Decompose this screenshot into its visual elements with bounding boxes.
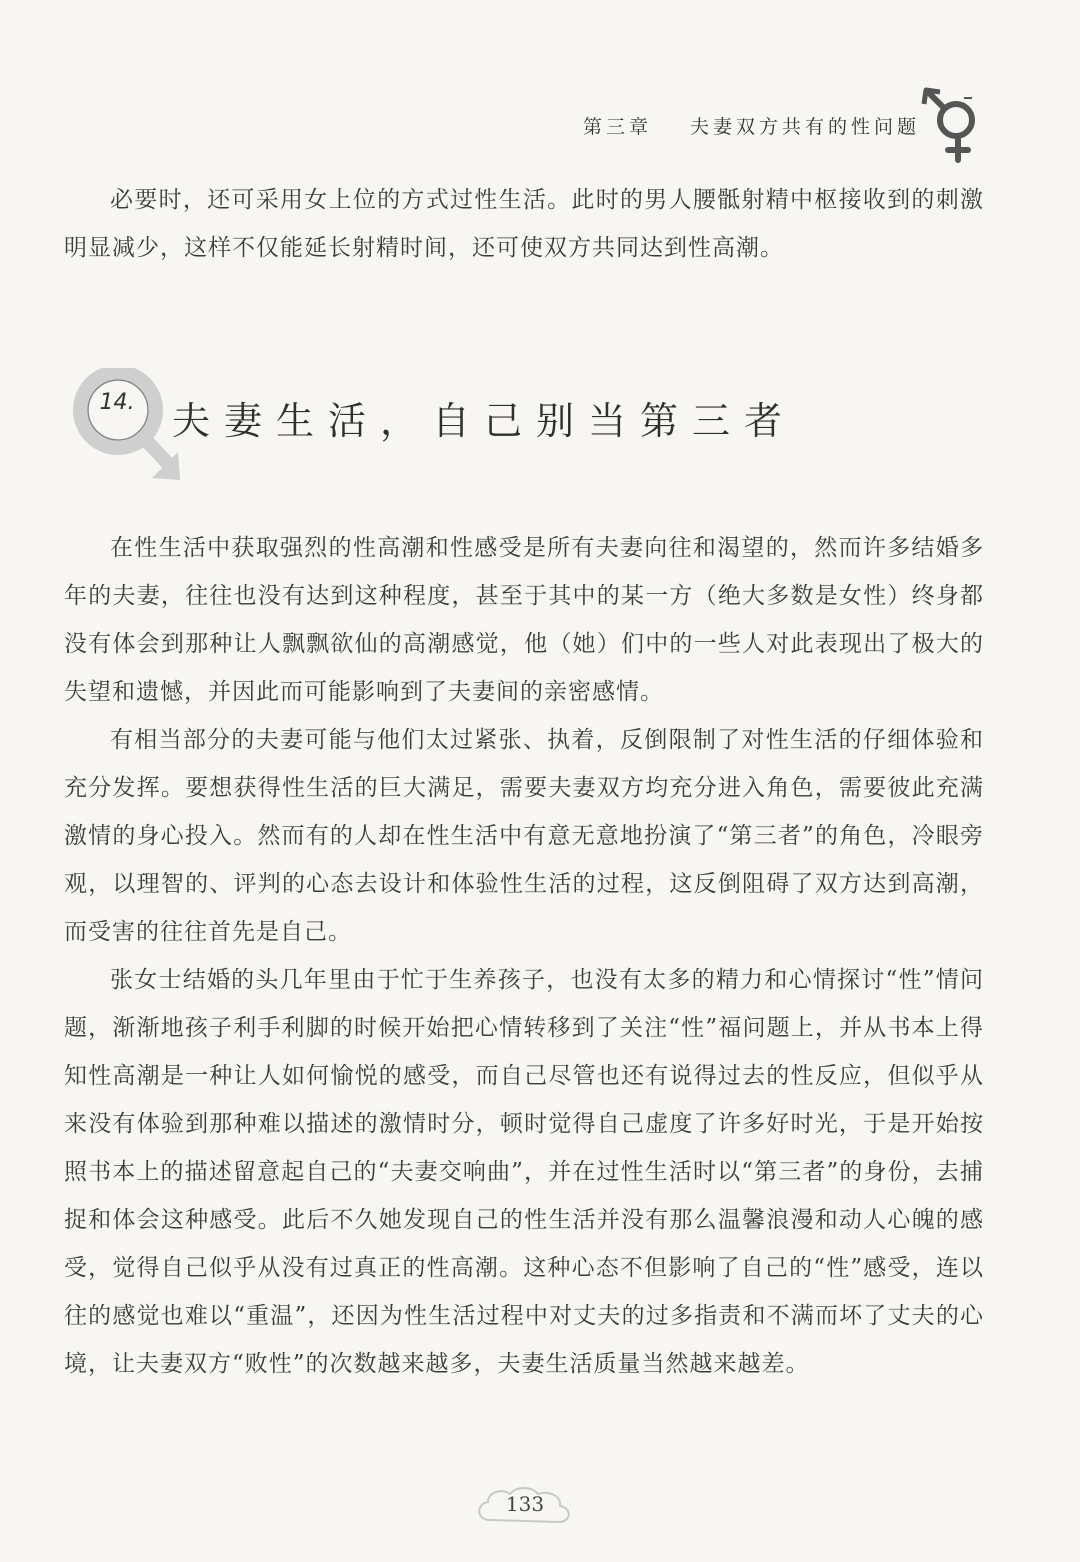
chapter-label: 第三章 (582, 116, 652, 138)
page-number: 133 (505, 1492, 545, 1516)
body-text (64, 524, 984, 1388)
intro-text (64, 176, 984, 272)
section-number: 14. (99, 390, 135, 415)
body-paragraph-1: 在性生活中获取强烈的性高潮和性感受是所有夫妻向往和渴望的，然而许多结婚多年的夫妻，往往也没有达到这种程度，甚至于其中的某一方（绝大多数是女性）终身都没有体会到那种让人飘飘欲仙的高潮感觉，他（她）们中的一些人对此表现出了极大的失望和遗憾，并因此而可能影响到了夫妻间的亲密感情。 (64, 535, 984, 705)
page-number-badge (470, 1482, 580, 1532)
body-paragraph-2: 有相当部分的夫妻可能与他们太过紧张、执着，反倒限制了对性生活的仔细体验和充分发挥。要想获得性生活的巨大满足，需要夫妻双方均充分进入角色，需要彼此充满激情的身心投入。然而有的人却在性生活中有意无意地扮演了“第三者”的角色，冷眼旁观，以理智的、评判的心态去设计和体验性生活的过程，这反倒阻碍了双方达到高潮，而受害的往往首先是自己。 (64, 727, 984, 945)
gender-symbol-icon (918, 86, 988, 166)
chapter-title: 夫妻双方共有的性问题 (689, 116, 920, 138)
section-heading (60, 368, 797, 498)
section-title: 夫妻生活，自己别当第三者 (172, 399, 797, 443)
intro-paragraph: 必要时，还可采用女上位的方式过性生活。此时的男人腰骶射精中枢接收到的刺激明显减少，这样不仅能延长射精时间，还可使双方共同达到性高潮。 (64, 187, 984, 261)
body-paragraph-3: 张女士结婚的头几年里由于忙于生养孩子，也没有太多的精力和心情探讨“性”情问题，渐渐地孩子利手利脚的时候开始把心情转移到了关注“性”福问题上，并从书本上得知性高潮是一种让人如何愉悦的感受，而自己尽管也还有说得过去的性反应，但似乎从来没有体验到那种难以描述的激情时分，顿时觉得自己虚度了许多好时光，于是开始按照书本上的描述留意起自己的“夫妻交响曲”，并在过性生活时以“第三者”的身份，去捕捉和体会这种感受。此后不久她发现自己的性生活并没有那么温馨浪漫和动人心魄的感受，觉得自己似乎从没有过真正的性高潮。这种心态不但影响了自己的“性”感受，连以往的感觉也难以“重温”，还因为性生活过程中对丈夫的过多指责和不满而坏了丈夫的心境，让夫妻双方“败性”的次数越来越多，夫妻生活质量当然越来越差。 (64, 967, 984, 1377)
running-header (583, 112, 920, 139)
